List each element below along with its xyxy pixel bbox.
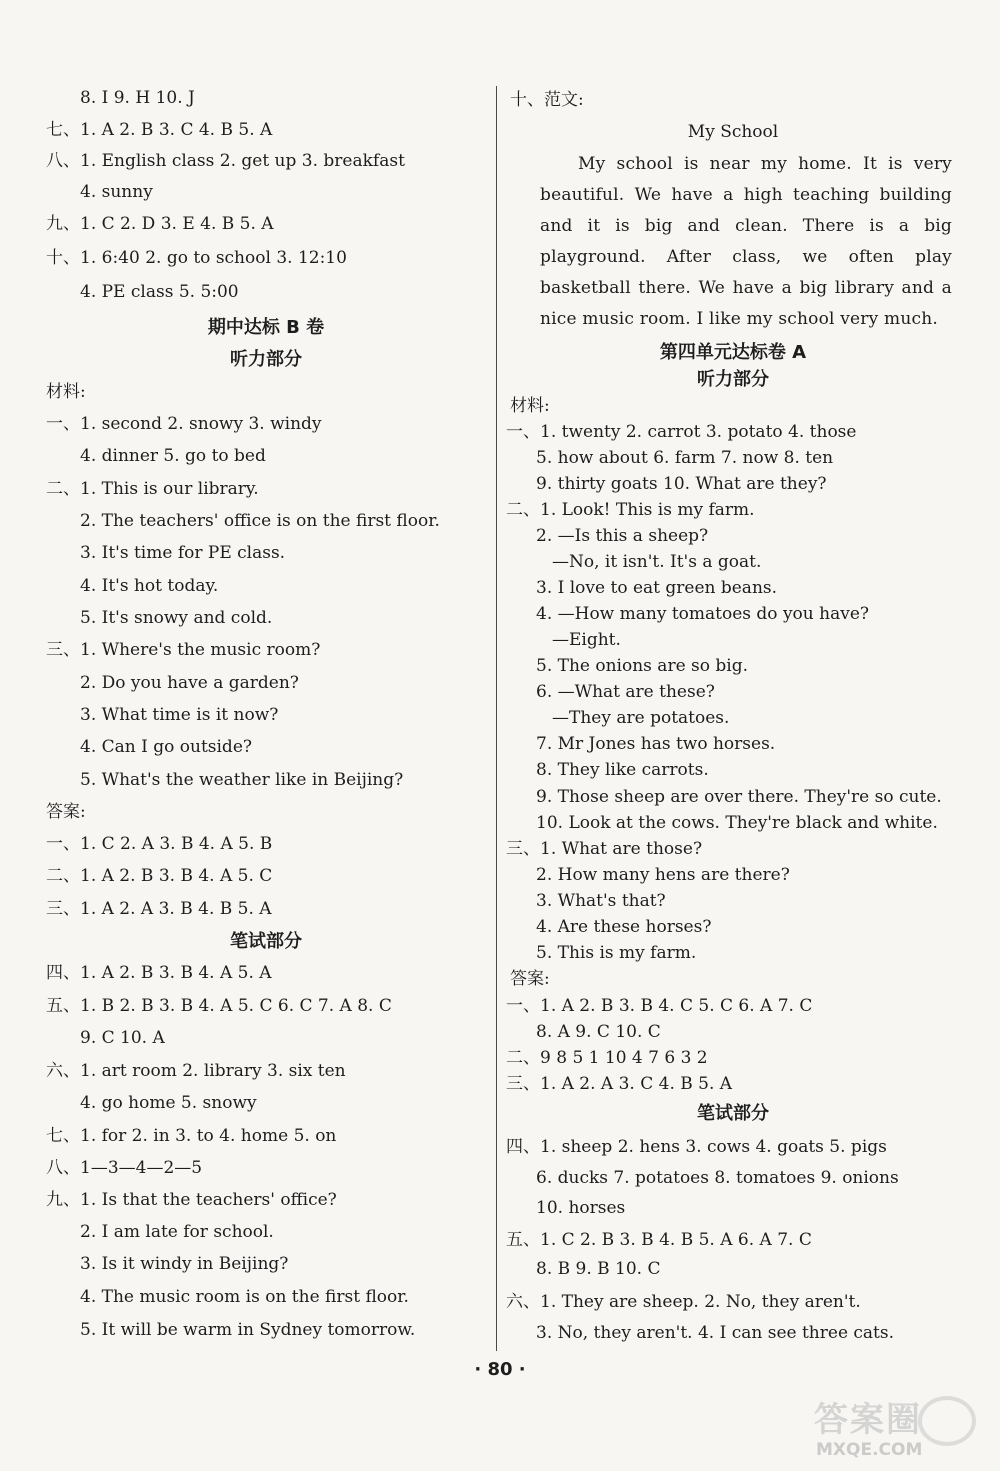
answer-line: 九、1. C 2. D 3. E 4. B 5. A xyxy=(46,214,274,234)
section-heading: 期中达标 B 卷 xyxy=(207,317,325,338)
answer-line: 3. No, they aren't. 4. I can see three cats. xyxy=(536,1323,895,1343)
watermark-circle-icon xyxy=(918,1396,976,1446)
subsection-heading: 笔试部分 xyxy=(697,1103,769,1124)
answer-line: 一、1. C 2. A 3. B 4. A 5. B xyxy=(46,834,273,854)
answer-line: 2. I am late for school. xyxy=(80,1222,274,1242)
answer-line: 2. —Is this a sheep? xyxy=(536,526,709,546)
answer-line: 三、1. What are those? xyxy=(506,839,703,859)
page-number: · 80 · xyxy=(474,1359,526,1380)
answer-line: 3. What's that? xyxy=(536,891,666,911)
subsection-heading: 听力部分 xyxy=(697,369,769,390)
answer-line: 3. It's time for PE class. xyxy=(80,543,286,563)
answer-line: 2. The teachers' office is on the first floor. xyxy=(80,511,440,531)
answer-line: 5. It will be warm in Sydney tomorrow. xyxy=(80,1320,416,1340)
answer-line: 六、1. They are sheep. 2. No, they aren't. xyxy=(506,1292,861,1312)
answer-line: 8. A 9. C 10. C xyxy=(536,1022,661,1042)
answer-line: 5. It's snowy and cold. xyxy=(80,608,273,628)
watermark-text: 答案圈 xyxy=(814,1400,922,1440)
label: 答案: xyxy=(46,802,86,822)
answer-line: 三、1. A 2. A 3. B 4. B 5. A xyxy=(46,899,272,919)
answer-line: 4. sunny xyxy=(80,182,153,202)
answer-line: 七、1. for 2. in 3. to 4. home 5. on xyxy=(46,1126,337,1146)
watermark xyxy=(800,1392,990,1466)
answer-line: 9. thirty goats 10. What are they? xyxy=(536,474,827,494)
answer-line: 8. They like carrots. xyxy=(536,760,709,780)
answer-line: 7. Mr Jones has two horses. xyxy=(536,734,776,754)
label: 材料: xyxy=(510,396,550,416)
answer-line: 4. Can I go outside? xyxy=(80,737,252,757)
answer-line: 5. how about 6. farm 7. now 8. ten xyxy=(536,448,834,468)
answer-line: 一、1. A 2. B 3. B 4. C 5. C 6. A 7. C xyxy=(506,996,813,1016)
answer-line: 9. C 10. A xyxy=(80,1028,165,1048)
label: 答案: xyxy=(510,969,550,989)
answer-line: —Eight. xyxy=(552,630,621,650)
label: 十、范文: xyxy=(510,90,584,110)
answer-line: 6. ducks 7. potatoes 8. tomatoes 9. onions xyxy=(536,1168,899,1188)
answer-line: 三、1. A 2. A 3. C 4. B 5. A xyxy=(506,1074,733,1094)
answer-line: 一、1. second 2. snowy 3. windy xyxy=(46,414,322,434)
column-divider xyxy=(496,86,497,1351)
answer-line: 2. Do you have a garden? xyxy=(80,673,299,693)
essay-paragraph: My school is near my home. It is very beautiful. We have a high teaching building and it is big and clean. There is a big playground. After class, we often play basketball there. We have a big library and a nice music room. I like my school very much. xyxy=(540,154,952,329)
answer-line: 4. Are these horses? xyxy=(536,917,712,937)
answer-line: 十、1. 6:40 2. go to school 3. 12:10 xyxy=(46,248,347,268)
answer-line: 9. Those sheep are over there. They're so cute. xyxy=(536,787,942,807)
answer-line: 二、9 8 5 1 10 4 7 6 3 2 xyxy=(506,1048,708,1068)
answer-line: 5. What's the weather like in Beijing? xyxy=(80,770,404,790)
answer-line: 8. I 9. H 10. J xyxy=(80,88,195,108)
answer-line: —They are potatoes. xyxy=(552,708,730,728)
label: 材料: xyxy=(46,382,86,402)
answer-line: 四、1. A 2. B 3. B 4. A 5. A xyxy=(46,963,272,983)
answer-line: 8. B 9. B 10. C xyxy=(536,1259,661,1279)
answer-line: 3. What time is it now? xyxy=(80,705,279,725)
essay-title: My School xyxy=(687,122,779,142)
answer-line: 4. PE class 5. 5:00 xyxy=(80,282,239,302)
answer-line: 四、1. sheep 2. hens 3. cows 4. goats 5. pigs xyxy=(506,1137,887,1157)
answer-line: 4. go home 5. snowy xyxy=(80,1093,257,1113)
answer-line: 4. —How many tomatoes do you have? xyxy=(536,604,870,624)
answer-line: 10. Look at the cows. They're black and white. xyxy=(536,813,938,833)
answer-line: 一、1. twenty 2. carrot 3. potato 4. those xyxy=(506,422,857,442)
watermark-url: MXQE.COM xyxy=(816,1440,923,1460)
answer-line: 八、1. English class 2. get up 3. breakfast xyxy=(46,151,405,171)
answer-line: 5. The onions are so big. xyxy=(536,656,749,676)
answer-line: 八、1—3—4—2—5 xyxy=(46,1158,203,1178)
subsection-heading: 听力部分 xyxy=(230,349,302,370)
answer-line: 10. horses xyxy=(536,1198,626,1218)
answer-line: 六、1. art room 2. library 3. six ten xyxy=(46,1061,346,1081)
answer-line: 4. It's hot today. xyxy=(80,576,219,596)
answer-line: 五、1. C 2. B 3. B 4. B 5. A 6. A 7. C xyxy=(506,1230,812,1250)
answer-line: 二、1. Look! This is my farm. xyxy=(506,500,755,520)
subsection-heading: 笔试部分 xyxy=(230,931,302,952)
answer-line: 二、1. This is our library. xyxy=(46,479,259,499)
answer-line: 3. Is it windy in Beijing? xyxy=(80,1254,289,1274)
answer-line: 二、1. A 2. B 3. B 4. A 5. C xyxy=(46,866,273,886)
answer-line: 2. How many hens are there? xyxy=(536,865,790,885)
answer-line: —No, it isn't. It's a goat. xyxy=(552,552,762,572)
answer-line: 4. dinner 5. go to bed xyxy=(80,446,266,466)
section-heading: 第四单元达标卷 A xyxy=(659,342,807,363)
answer-line: 五、1. B 2. B 3. B 4. A 5. C 6. C 7. A 8. C xyxy=(46,996,392,1016)
answer-line: 3. I love to eat green beans. xyxy=(536,578,778,598)
answer-line: 三、1. Where's the music room? xyxy=(46,640,321,660)
answer-line: 6. —What are these? xyxy=(536,682,715,702)
answer-line: 5. This is my farm. xyxy=(536,943,697,963)
answer-line: 七、1. A 2. B 3. C 4. B 5. A xyxy=(46,120,273,140)
answer-line: 4. The music room is on the first floor. xyxy=(80,1287,409,1307)
answer-line: 九、1. Is that the teachers' office? xyxy=(46,1190,337,1210)
